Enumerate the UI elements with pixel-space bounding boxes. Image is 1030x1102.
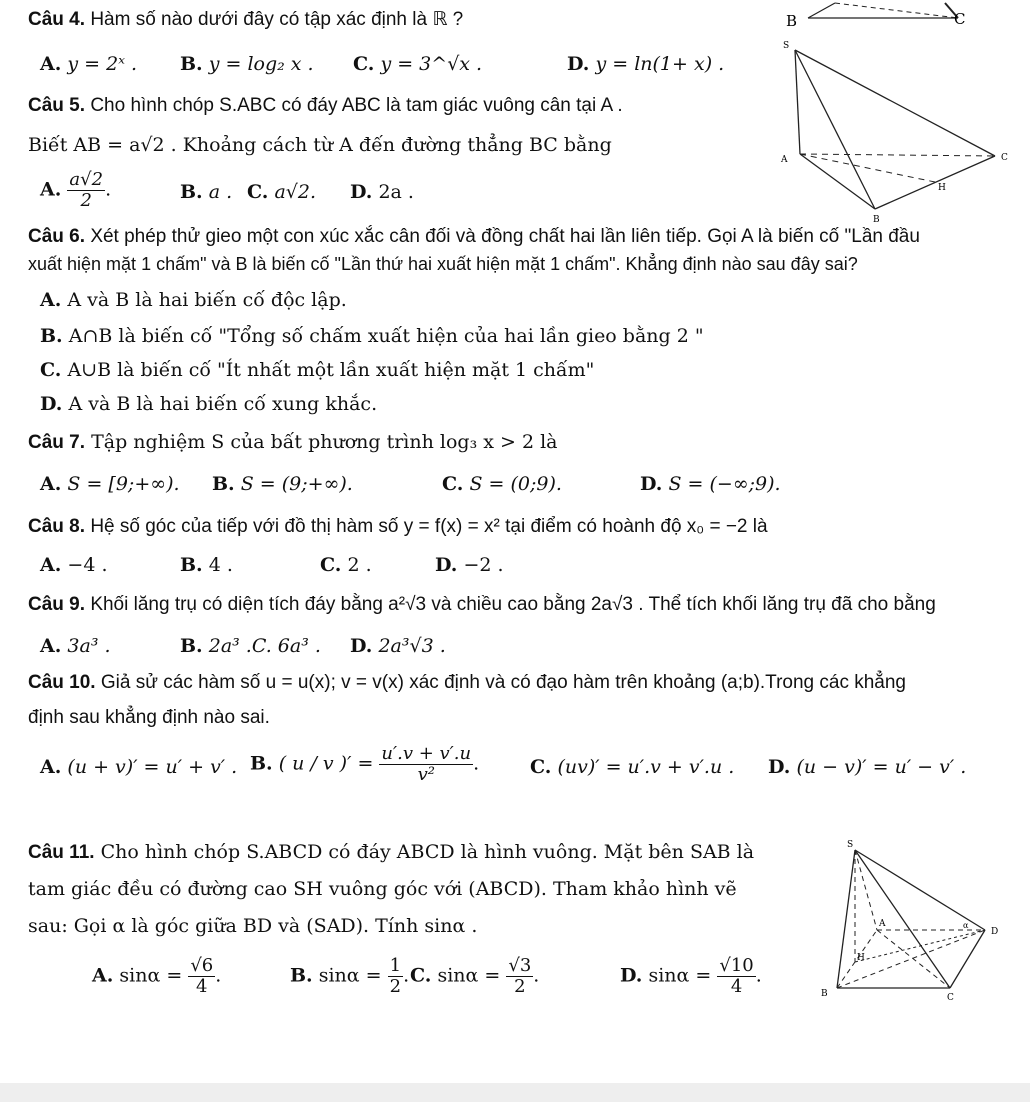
q5-option-b[interactable]: B. a .	[180, 181, 233, 203]
q11-option-c[interactable]: C. sinα = $\frac{√3}{2}$ .	[410, 955, 540, 997]
q4-option-d[interactable]: D. y = ln(1+ x) .	[567, 53, 725, 75]
q5-option-d[interactable]: D. 2a .	[350, 181, 414, 203]
q8-label: Câu 8.	[28, 516, 86, 537]
q11-text1: Cho hình chóp S.ABCD có đáy ABCD là hình vuông. Mặt bên SAB là	[100, 841, 755, 863]
q10-line1	[28, 671, 906, 695]
figure-q5-pyramid	[775, 34, 1025, 224]
fig11-label-h: H	[857, 953, 865, 963]
q5-a-fraction: $\frac{a√2}{2}$	[69, 169, 104, 211]
q6-option-d[interactable]: D. A và B là hai biến cố xung khắc.	[40, 393, 378, 415]
q10-option-c[interactable]: C. (uv)′ = u′.v + v′.u .	[530, 756, 735, 778]
q10-option-a[interactable]: A. (u + v)′ = u′ + v′ .	[40, 756, 238, 778]
q11-d-fraction: $\frac{√10}{4}$	[719, 955, 754, 997]
fig11-label-s: S	[847, 840, 854, 850]
q11-line3: sau: Gọi α là góc giữa BD và (SAD). Tính sinα .	[28, 915, 478, 937]
q11-option-d[interactable]: D. sinα = $\frac{√10}{4}$ .	[620, 955, 762, 997]
q10-option-d[interactable]: D. (u − v)′ = u′ − v′ .	[768, 756, 967, 778]
fig5-label-s: S	[783, 41, 790, 51]
fig5-label-c: C	[1001, 153, 1008, 163]
q9-line	[28, 593, 936, 617]
fig11-label-b: B	[821, 989, 828, 999]
q10-label: Câu 10.	[28, 672, 96, 693]
q11-c-fraction: $\frac{√3}{2}$	[508, 955, 532, 997]
q4-line	[28, 8, 463, 32]
q7-option-c[interactable]: C. S = (0;9).	[442, 473, 562, 495]
q6-line2: xuất hiện mặt 1 chấm" và B là biến cố "Lần thứ hai xuất hiện mặt 1 chấm". Khẳng định nào sau đây sai?	[28, 254, 858, 274]
q10-option-b[interactable]: B. ( u / v )′ = $\frac{u'.v + v'.u}{\text{v²}}$ .	[250, 743, 480, 785]
q6-option-b[interactable]: B. A∩B là biến cố "Tổng số chấm xuất hiện của hai lần gieo bằng 2 "	[40, 325, 704, 347]
q11-option-a[interactable]: A. sinα = $\frac{√6}{4}$ .	[92, 955, 222, 997]
q6-option-a[interactable]: A. A và B là hai biến cố độc lập.	[40, 289, 347, 311]
q11-line1	[28, 840, 754, 865]
q8-line	[28, 515, 768, 539]
fig11-label-d: D	[991, 927, 999, 937]
q4-stem: Hàm số nào dưới đây có tập xác định là ℝ ?	[90, 9, 464, 30]
q5-text1: Cho hình chóp S.ABC có đáy ABC là tam giác vuông cân tại A .	[90, 95, 623, 116]
q7-label: Câu 7.	[28, 432, 86, 453]
q8-option-a[interactable]: A. −4 .	[40, 554, 108, 576]
q4-option-b[interactable]: B. y = log₂ x .	[180, 53, 314, 75]
q5-line2: Biết AB = a√2 . Khoảng cách từ A đến đường thẳng BC bằng	[28, 134, 612, 156]
q9-label: Câu 9.	[28, 594, 86, 615]
q10-b-fraction: $\frac{u'.v + v'.u}{\text{v²}}$	[381, 743, 472, 785]
q7-option-a[interactable]: A. S = [9;+∞).	[40, 473, 180, 495]
fig-top-label-b: B	[786, 12, 798, 30]
q8-option-b[interactable]: B. 4 .	[180, 554, 233, 576]
q5-option-a[interactable]: A. $\frac{a√2}{2}$ .	[40, 169, 112, 211]
q8-option-c[interactable]: C. 2 .	[320, 554, 372, 576]
q9-option-b-c[interactable]: B. 2a³ .C. 6a³ .	[180, 635, 321, 657]
q7-option-b[interactable]: B. S = (9;+∞).	[212, 473, 353, 495]
q11-label: Câu 11.	[28, 842, 95, 863]
q4-option-a[interactable]: A. y = 2ˣ .	[40, 53, 138, 75]
q4-option-c[interactable]: C. y = 3^√x .	[353, 53, 483, 75]
q7-option-d[interactable]: D. S = (−∞;9).	[640, 473, 781, 495]
q8-option-d[interactable]: D. −2 .	[435, 554, 504, 576]
q10-line2: định sau khẳng định nào sai.	[28, 707, 270, 728]
q11-b-fraction: $\frac{1}{2}$	[389, 955, 402, 997]
q6-line1	[28, 225, 920, 249]
q6-text1: Xét phép thử gieo một con xúc xắc cân đối và đồng chất hai lần liên tiếp. Gọi A là biến cố "Lần đầu	[90, 226, 920, 247]
q8-stem: Hệ số góc của tiếp với đồ thị hàm số y = f(x) = x² tại điểm có hoành độ x₀ = −2 là	[90, 516, 768, 537]
q9-option-a[interactable]: A. 3a³ .	[40, 635, 111, 657]
figure-q11-pyramid	[815, 838, 1020, 1003]
q5-option-c[interactable]: C. a√2.	[247, 181, 317, 203]
q5-label: Câu 5.	[28, 95, 86, 116]
q11-option-b[interactable]: B. sinα = $\frac{1}{2}$ .	[290, 955, 410, 997]
fig5-label-a: A	[781, 155, 788, 165]
figure-q4-fragment	[780, 0, 980, 32]
q9-stem: Khối lăng trụ có diện tích đáy bằng a²√3 và chiều cao bằng 2a√3 . Thể tích khối lăng trụ đã cho bằng	[90, 594, 936, 615]
fig-top-label-c: C	[954, 10, 966, 28]
q9-option-d[interactable]: D. 2a³√3 .	[350, 635, 446, 657]
q11-line2: tam giác đều có đường cao SH vuông góc với (ABCD). Tham khảo hình vẽ	[28, 878, 737, 900]
fig11-label-a: A	[879, 919, 886, 929]
fig11-label-alpha: α	[963, 921, 969, 930]
fig11-label-c: C	[947, 993, 954, 1003]
q7-stem: Tập nghiệm S của bất phương trình log₃ x > 2 là	[91, 431, 558, 453]
fig5-label-h: H	[938, 183, 946, 193]
page-footer-bar	[0, 1083, 1030, 1102]
q10-text1: Giả sử các hàm số u = u(x); v = v(x) xác định và có đạo hàm trên khoảng (a;b).Trong các khẳng	[100, 672, 906, 693]
q11-a-fraction: $\frac{√6}{4}$	[190, 955, 214, 997]
q4-label: Câu 4.	[28, 9, 86, 30]
q7-line	[28, 430, 557, 455]
q5-line1	[28, 94, 623, 118]
q6-label: Câu 6.	[28, 226, 86, 247]
fig5-label-b: B	[873, 215, 880, 224]
q6-option-c[interactable]: C. A∪B là biến cố "Ít nhất một lần xuất hiện mặt 1 chấm"	[40, 359, 595, 381]
